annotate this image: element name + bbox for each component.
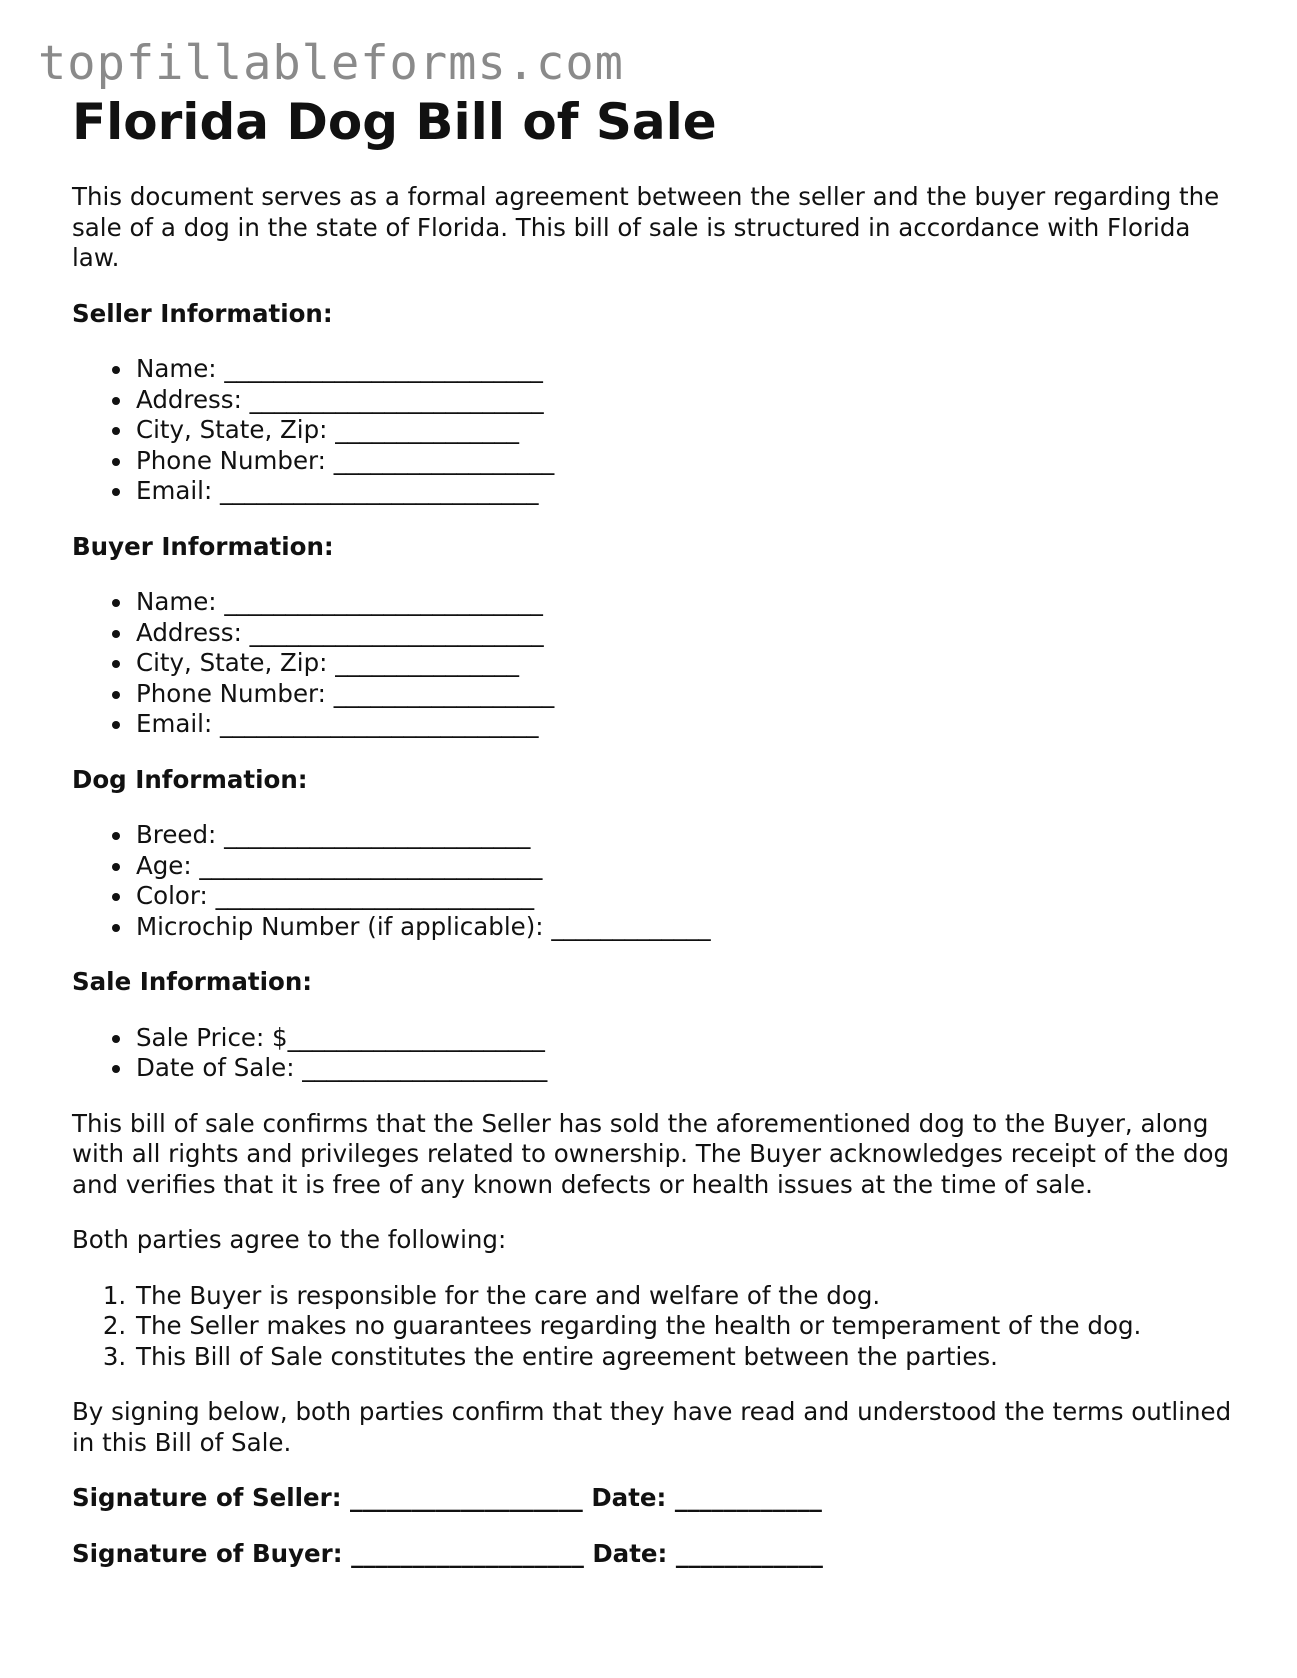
document-body <box>72 90 1232 1569</box>
dog-fields <box>72 820 1232 942</box>
seller-address-field[interactable]: • Address: ________________________ <box>134 385 1232 416</box>
seller-email-field[interactable]: • Email: __________________________ <box>134 476 1232 507</box>
seller-phone-field[interactable]: • Phone Number: __________________ <box>134 446 1232 477</box>
dog-heading: Dog Information: <box>72 764 308 794</box>
sale-price-field[interactable]: • Sale Price: $_____________________ <box>134 1023 1232 1054</box>
buyer-signature-line[interactable]: Signature of Buyer: ___________________ Date: ____________ <box>72 1538 823 1568</box>
page-title: Florida Dog Bill of Sale <box>72 93 717 151</box>
buyer-city-state-zip-field[interactable]: • City, State, Zip: _______________ <box>134 648 1232 679</box>
signing-paragraph: By signing below, both parties confirm that they have read and understood the terms outlined in this Bill of Sale. <box>72 1397 1232 1457</box>
intro-paragraph: This document serves as a formal agreement between the seller and the buyer regarding the sale of a dog in the state of Florida. This bill of sale is structured in accordance with Florida law. <box>72 182 1220 272</box>
buyer-address-field[interactable]: • Address: ________________________ <box>134 618 1232 649</box>
agreement-intro: Both parties agree to the following: <box>72 1225 507 1254</box>
dog-color-field[interactable]: • Color: __________________________ <box>134 881 1232 912</box>
watermark: topfillableforms.com <box>38 36 624 91</box>
sale-date-field[interactable]: • Date of Sale: ____________________ <box>134 1053 1232 1084</box>
dog-microchip-field[interactable]: • Microchip Number (if applicable): _____________ <box>134 912 1232 943</box>
seller-signature-line[interactable]: Signature of Seller: ___________________ Date: ____________ <box>72 1483 822 1512</box>
buyer-phone-field[interactable]: • Phone Number: __________________ <box>134 679 1232 710</box>
sale-heading: Sale Information: <box>72 967 313 996</box>
buyer-email-field[interactable]: • Email: __________________________ <box>134 709 1232 740</box>
confirmation-paragraph: This bill of sale confirms that the Seller has sold the aforementioned dog to the Buyer, along with all rights and privileges related to ownership. The Buyer acknowledges receipt of the dog and verifies that it is free of any known defects or health issues at the time of sale. <box>72 1108 1230 1199</box>
seller-heading: Seller Information: <box>72 298 333 328</box>
buyer-fields <box>72 587 1232 740</box>
dog-age-field[interactable]: • Age: ____________________________ <box>134 851 1232 882</box>
seller-name-field[interactable]: • Name: __________________________ <box>134 354 1232 385</box>
buyer-heading: Buyer Information: <box>72 531 334 561</box>
sale-fields <box>72 1023 1232 1084</box>
seller-fields <box>72 354 1232 507</box>
term-item: 3. This Bill of Sale constitutes the entire agreement between the parties. <box>134 1342 1232 1373</box>
term-item: 2. The Seller makes no guarantees regarding the health or temperament of the dog. <box>134 1311 1232 1342</box>
term-item: 1. The Buyer is responsible for the care and welfare of the dog. <box>134 1281 1232 1312</box>
dog-breed-field[interactable]: • Breed: _________________________ <box>134 820 1232 851</box>
buyer-name-field[interactable]: • Name: __________________________ <box>134 587 1232 618</box>
seller-city-state-zip-field[interactable]: • City, State, Zip: _______________ <box>134 415 1232 446</box>
terms-list <box>72 1281 1232 1373</box>
